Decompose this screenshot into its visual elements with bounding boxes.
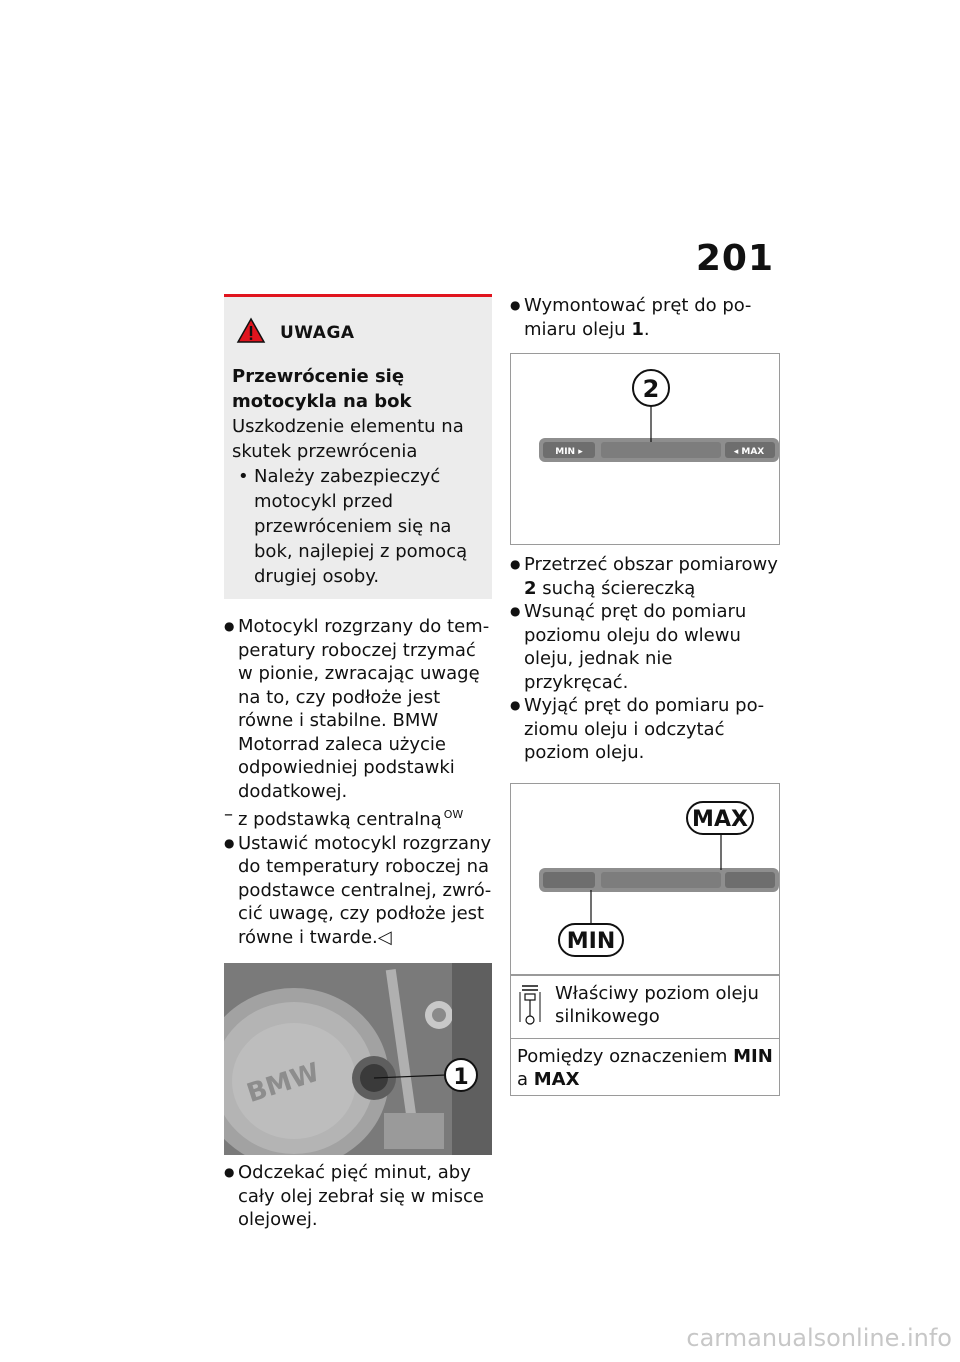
oil-level-spec (510, 975, 780, 1096)
spec-value-mid: a (517, 1068, 534, 1090)
warning-header (236, 317, 484, 348)
photo-logo: BMW (243, 1057, 324, 1110)
warning-box (224, 294, 492, 599)
step-wipe-ref: 2 (524, 577, 537, 599)
fig2-min-callout: MIN (566, 928, 616, 954)
step-center-stand (224, 832, 492, 950)
step-wait: ● Odczekać pięć minut, aby cały olej zebrał się w misce olejowej. (224, 1161, 492, 1232)
step-wipe-end: suchą ściereczką (536, 577, 696, 599)
page-number: 201 (695, 238, 774, 279)
fig2-max-callout: MAX (692, 806, 748, 832)
fig1-min-label: MIN ▸ (555, 447, 583, 457)
spec-value-row (511, 1039, 779, 1095)
warning-bullet: • Należy zabezpieczyć motocykl przed przewróceniem się na bok, najlepiej z pomocą drugiej osoby. (232, 464, 484, 589)
watermark: carmanualsonline.info (686, 1324, 952, 1352)
step-hold-upright: ● Motocykl rozgrzany do temperatury roboczej trzymać w pionie, zwracając uwagę na to, czy podłoże jest równe i stabilne. BMW Motorrad zaleca użycie odpowiedniej podstawki dodatkowej. (224, 615, 492, 803)
dipstick-figure-2 (510, 783, 780, 975)
spec-header-row (511, 976, 779, 1039)
engine-photo (224, 963, 492, 1155)
warning-triangle-icon (236, 317, 266, 348)
end-mark-icon: ◁ (377, 926, 392, 948)
step-wipe-text: Przetrzeć obszar pomiarowy (524, 554, 778, 575)
option-code: OW (443, 808, 464, 821)
step-remove-end: . (643, 318, 650, 340)
spec-value-max: MAX (533, 1068, 580, 1090)
warning-heading: Przewrócenie się motocykla na bok (232, 366, 412, 412)
warning-title: UWAGA (280, 322, 355, 343)
option-line (224, 803, 492, 832)
spec-label: Właściwy poziom oleju silnikowego (555, 982, 759, 1027)
spec-value-min: MIN (733, 1045, 773, 1067)
warning-description: Uszkodzenie elementu na skutek przewrócenia (232, 416, 464, 462)
step-remove-ref: 1 (631, 318, 644, 340)
photo-callout-1: 1 (453, 1065, 469, 1090)
step-read: ● Wyjąć pręt do pomiaru poziomu oleju i odczytać poziom oleju. (510, 694, 780, 765)
dipstick-figure-1 (510, 353, 780, 545)
spec-value-prefix: Pomiędzy oznaczeniem (517, 1045, 734, 1067)
option-label: z podstawką centralną (238, 809, 442, 830)
fig1-max-label: ◂ MAX (733, 447, 765, 457)
right-column (510, 294, 780, 1096)
step-insert: ● Wsunąć pręt do pomiaru poziomu oleju do wlewu oleju, jednak nie przykręcać. (510, 600, 780, 694)
step-wipe (510, 553, 780, 600)
step-remove-text: Wymontować pręt do pomiaru oleju (524, 295, 752, 340)
step-center-stand-text: Ustawić motocykl rozgrzany do temperatury roboczej na podstawce centralnej, zwrócić uwagę, czy podłoże jest równe i twarde. (238, 832, 492, 948)
fig1-callout-2: 2 (642, 375, 660, 403)
step-remove-dipstick (510, 294, 780, 341)
engine-oil-level-icon (517, 982, 543, 1030)
left-column (224, 294, 492, 1232)
